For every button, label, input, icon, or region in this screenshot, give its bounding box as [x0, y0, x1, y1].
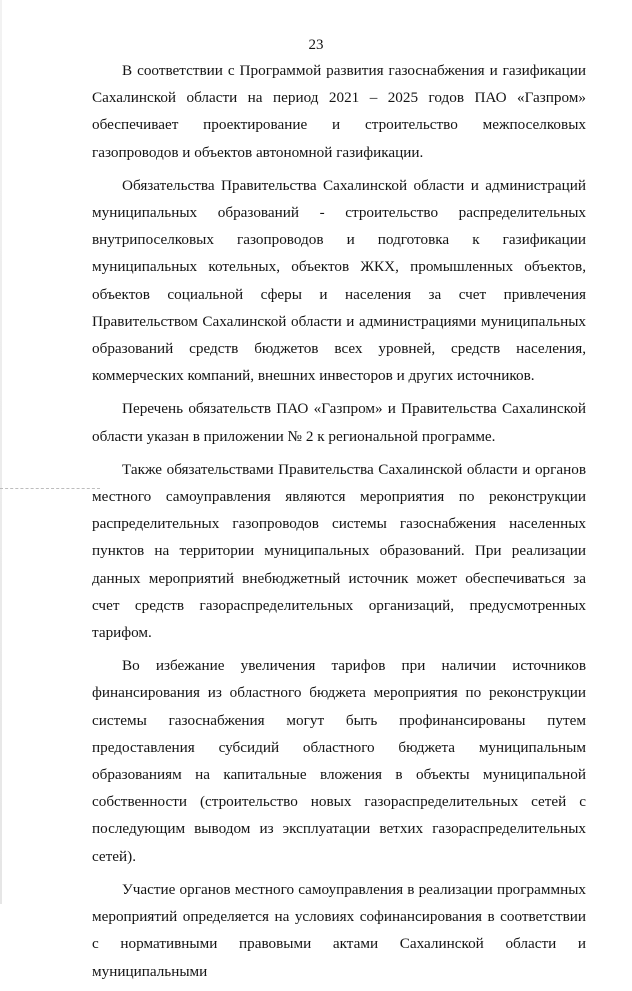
paragraph-5: Во избежание увеличения тарифов при наличии источников финансирования из областного бюджета мероприятия по реконструкции системы газоснабжения могут быть профинансированы путем предоставления субсидий областного бюджета муниципальным образованиям на капитальные вложения в объекты муниципальной собственности (строительство новых газораспределительных сетей с последующим выводом из эксплуатации ветхих газораспределительных сетей). [92, 657, 586, 865]
margin-mark [0, 488, 100, 489]
paragraph-3: Перечень обязательств ПАО «Газпром» и Правительства Сахалинской области указан в приложении № 2 к региональной программе. [92, 400, 586, 445]
paragraph-6: Участие органов местного самоуправления в реализации программных мероприятий определяется на условиях софинансирования в соответствии с нормативными правовыми актами Сахалинской области и муниципальными [92, 880, 586, 980]
paragraph-2: Обязательства Правительства Сахалинской области и администраций муниципальных образований - строительство распределительных внутрипоселковых газопроводов и подготовка к газификации муниципальных котельных, объектов ЖКХ, промышленных объектов, объектов социальной сферы и населения за счет привлечения Правительством Сахалинской области и администрациями муниципальных образований средств бюджетов всех уровней, средств населения, коммерческих компаний, внешних инвесторов и других источников. [92, 176, 586, 385]
paragraph-4: Также обязательствами Правительства Сахалинской области и органов местного самоуправления являются мероприятия по реконструкции распределительных газопроводов системы газоснабжения населенных пунктов на территории муниципальных образований. При реализации данных мероприятий внебюджетный источник может обеспечиваться за счет средств газораспределительных организаций, предусмотренных тарифом. [92, 460, 586, 642]
paragraph-1: В соответствии с Программой развития газоснабжения и газификации Сахалинской области на период 2021 – 2025 годов ПАО «Газпром» обеспечивает проектирование и строительство межпоселковых газопроводов и объектов автономной газификации. [92, 62, 586, 161]
scan-edge [0, 0, 2, 904]
page-number: 23 [308, 37, 324, 53]
document-body [92, 57, 586, 991]
